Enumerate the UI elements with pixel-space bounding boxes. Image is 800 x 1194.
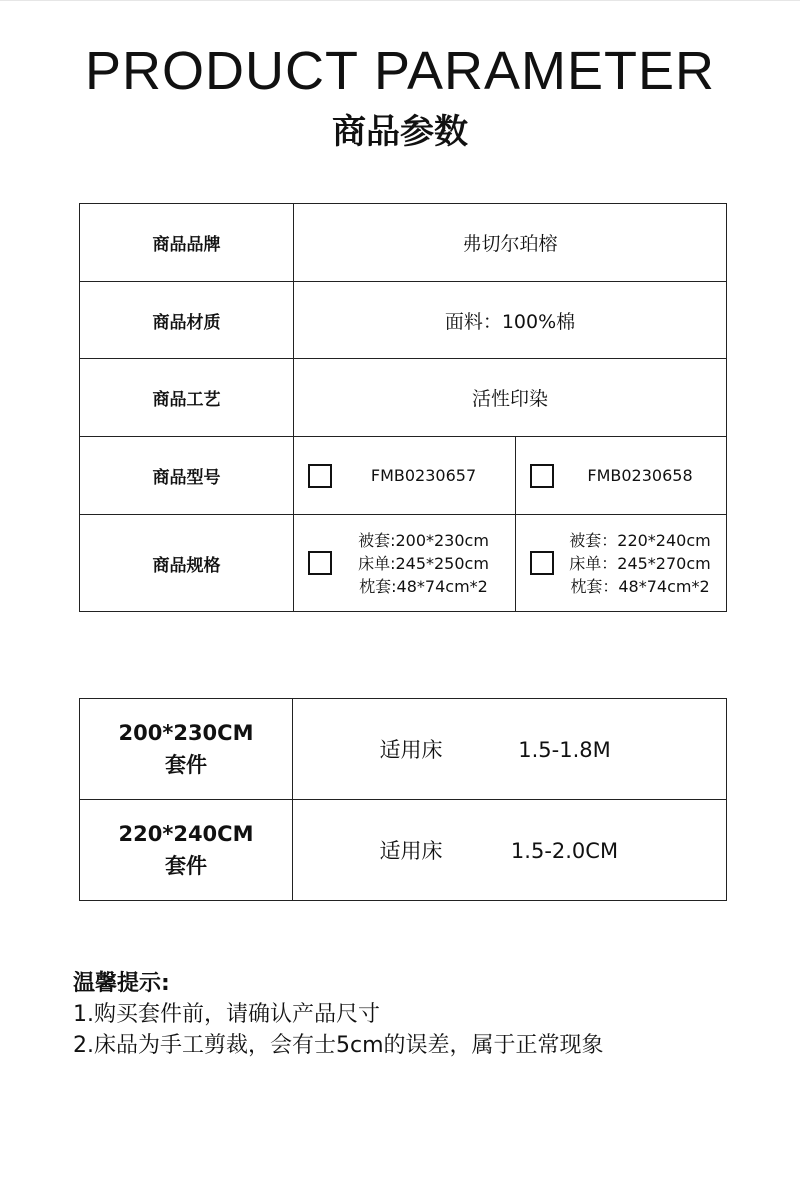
tips-section: [73, 968, 604, 1061]
model-1-checkbox[interactable]: [308, 464, 332, 488]
size-2-bed-range: 1.5-2.0CM: [510, 839, 619, 863]
brand-label: 商品品牌: [80, 204, 294, 282]
specs-option-1: [294, 515, 516, 612]
specs-1-checkbox[interactable]: [308, 551, 332, 575]
specs-1-sheet: 床单:245*250cm: [358, 553, 489, 573]
specs-option-2: [516, 515, 727, 612]
specs-2-sheet: 床单：245*270cm: [569, 553, 711, 573]
table-row-specs: [80, 515, 727, 612]
model-2-code: FMB0230658: [587, 466, 693, 485]
page-title-english: PRODUCT PARAMETER: [84, 41, 716, 101]
model-2-checkbox[interactable]: [530, 464, 554, 488]
size-1-label: [80, 699, 293, 800]
size-1-bed-range: 1.5-1.8M: [518, 738, 611, 762]
brand-value: 弗切尔珀榕: [294, 204, 727, 282]
specs-1-duvet: 被套:200*230cm: [358, 530, 489, 550]
size-1-bed-label: 适用床: [379, 738, 443, 762]
model-1-code: FMB0230657: [370, 466, 477, 485]
material-value: 面料：100%棉: [294, 282, 727, 359]
top-divider: [0, 0, 800, 1]
material-label: 商品材质: [80, 282, 294, 359]
model-label: 商品型号: [80, 437, 294, 515]
size-1-unit: 套件: [165, 753, 207, 777]
model-option-2: [516, 437, 727, 515]
size-2-bed-label: 适用床: [379, 839, 443, 863]
size-2-dimensions: 220*240CM: [118, 822, 254, 846]
size-1-dimensions: 200*230CM: [118, 721, 254, 745]
specs-2-checkbox[interactable]: [530, 551, 554, 575]
size-table: [79, 698, 727, 901]
craft-label: 商品工艺: [80, 359, 294, 437]
model-option-1: [294, 437, 516, 515]
table-row-model: [80, 437, 727, 515]
specs-2-pillow: 枕套：48*74cm*2: [570, 576, 710, 596]
tip-item-1: 1.购买套件前，请确认产品尺寸: [73, 1002, 380, 1027]
spec-table: [79, 203, 727, 612]
tips-title: 温馨提示:: [73, 971, 170, 996]
specs-1-pillow: 枕套:48*74cm*2: [359, 576, 488, 596]
table-row-brand: [80, 204, 727, 282]
page-title-chinese: 商品参数: [332, 112, 468, 152]
specs-2-duvet: 被套：220*240cm: [569, 530, 711, 550]
size-2-label: [80, 800, 293, 901]
size-2-unit: 套件: [165, 854, 207, 878]
size-2-bed: [293, 800, 727, 901]
size-1-bed: [293, 699, 727, 800]
table-row-size-2: [80, 800, 727, 901]
table-row-craft: [80, 359, 727, 437]
table-row-size-1: [80, 699, 727, 800]
table-row-material: [80, 282, 727, 359]
tip-item-2: 2.床品为手工剪裁，会有士5cm的误差，属于正常现象: [73, 1033, 604, 1058]
specs-label: 商品规格: [80, 515, 294, 612]
craft-value: 活性印染: [294, 359, 727, 437]
